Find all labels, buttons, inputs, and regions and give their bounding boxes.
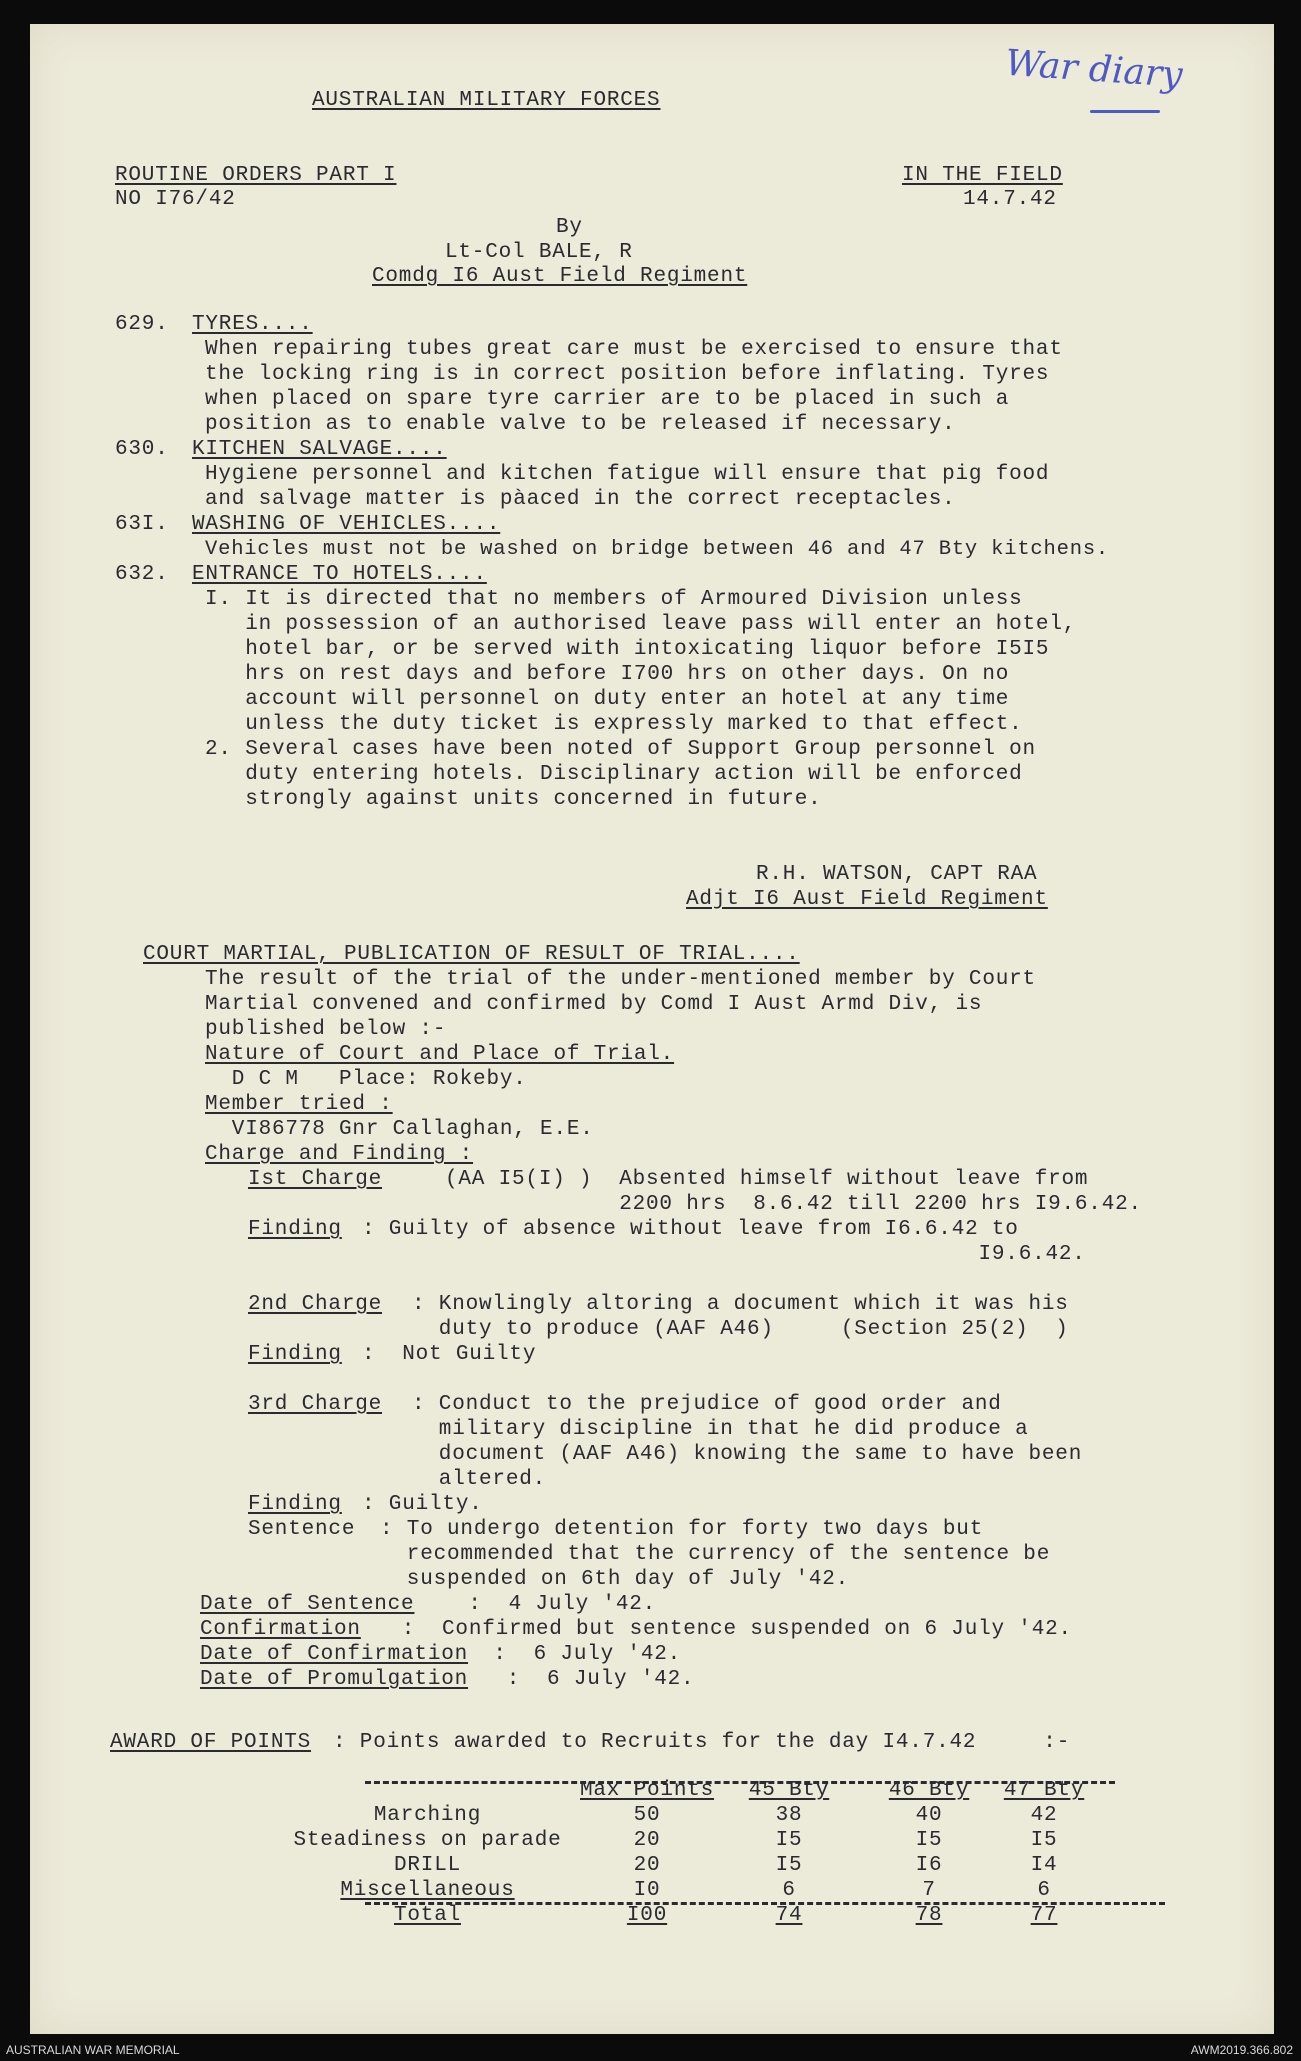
item-text-line: and salvage matter is pàaced in the correct receptacles. bbox=[205, 488, 956, 511]
member-value: VI86778 Gnr Callaghan, E.E. bbox=[205, 1118, 594, 1141]
item-text-line: hrs on rest days and before I700 hrs on other days. On no bbox=[205, 663, 1010, 686]
item-number: 630. bbox=[115, 438, 169, 461]
court-martial-intro: The result of the trial of the under-mentioned member by Court bbox=[205, 968, 1036, 991]
item-text-line: hotel bar, or be served with intoxicating liquor before I5I5 bbox=[205, 638, 1050, 661]
table-cell: 6 bbox=[782, 1879, 796, 1902]
item-text-line: duty entering hotels. Disciplinary action will be enforced bbox=[205, 763, 1023, 786]
date-row-value: : 4 July '42. bbox=[455, 1593, 657, 1616]
item-text-line: When repairing tubes great care must be exercised to ensure that bbox=[205, 338, 1063, 361]
table-cell: I4 bbox=[1030, 1854, 1058, 1877]
item-heading: ENTRANCE TO HOTELS.... bbox=[192, 563, 487, 586]
table-cell: I5 bbox=[775, 1829, 803, 1852]
item-text-line: 2. Several cases have been noted of Support Group personnel on bbox=[205, 738, 1036, 761]
item-text-line: strongly against units concerned in future. bbox=[205, 788, 822, 811]
table-header-cell: 47 Bty bbox=[1003, 1779, 1085, 1802]
table-row bbox=[275, 1828, 1094, 1853]
location: IN THE FIELD bbox=[902, 164, 1063, 187]
table-cell: I00 bbox=[626, 1904, 668, 1927]
table-cell: I0 bbox=[633, 1879, 661, 1902]
table-cell: 78 bbox=[915, 1904, 943, 1927]
finding-1-text: : Guilty of absence without leave from I6.6.42 to bbox=[362, 1218, 1019, 1241]
charge-3-label: 3rd Charge bbox=[248, 1393, 383, 1416]
charge-label: Charge and Finding : bbox=[205, 1143, 474, 1166]
charge-2-text: duty to produce (AAF A46) (Section 25(2) ) bbox=[412, 1318, 1069, 1341]
date-row-label: Confirmation bbox=[200, 1618, 361, 1641]
court-martial-intro: published below :- bbox=[205, 1018, 447, 1041]
signature-name: R.H. WATSON, CAPT RAA bbox=[756, 863, 1038, 886]
document-title: AUSTRALIAN MILITARY FORCES bbox=[312, 89, 661, 112]
table-cell: 50 bbox=[633, 1804, 661, 1827]
annotation-underline bbox=[1090, 110, 1160, 113]
sentence-text: suspended on 6th day of July '42. bbox=[380, 1568, 850, 1591]
table-cell: Steadiness on parade bbox=[293, 1829, 562, 1852]
footer-source: AUSTRALIAN WAR MEMORIAL bbox=[6, 2043, 180, 2057]
sentence-text: recommended that the currency of the sentence be bbox=[380, 1543, 1051, 1566]
table-cell: 6 bbox=[1037, 1879, 1051, 1902]
charge-3-text: altered. bbox=[412, 1468, 547, 1491]
award-text: : Points awarded to Recruits for the day I4.7.42 :- bbox=[333, 1731, 1071, 1754]
nature-value: D C M Place: Rokeby. bbox=[205, 1068, 527, 1091]
points-table bbox=[275, 1778, 1094, 1928]
table-cell: 42 bbox=[1030, 1804, 1058, 1827]
award-label: AWARD OF POINTS bbox=[110, 1731, 312, 1754]
handwritten-annotation: War diary bbox=[1003, 42, 1184, 97]
table-cell: Total bbox=[393, 1904, 461, 1927]
order-date: 14.7.42 bbox=[963, 188, 1057, 211]
table-header-row bbox=[275, 1778, 1094, 1803]
finding-2-label: Finding bbox=[248, 1343, 342, 1366]
court-martial-intro: Martial convened and confirmed by Comd I Aust Armd Div, is bbox=[205, 993, 983, 1016]
date-row-label: Date of Sentence bbox=[200, 1593, 415, 1616]
finding-3-label: Finding bbox=[248, 1493, 342, 1516]
item-heading: TYRES.... bbox=[192, 313, 313, 336]
finding-1-label: Finding bbox=[248, 1218, 342, 1241]
item-text-line: when placed on spare tyre carrier are to be placed in such a bbox=[205, 388, 1010, 411]
table-header-cell: 46 Bty bbox=[888, 1779, 970, 1802]
table-cell: Marching bbox=[373, 1804, 482, 1827]
table-total-row bbox=[275, 1903, 1094, 1928]
table-cell: I6 bbox=[915, 1854, 943, 1877]
table-cell: 77 bbox=[1030, 1904, 1058, 1927]
item-text-line: position as to enable valve to be released if necessary. bbox=[205, 413, 956, 436]
sentence-text: : To undergo detention for forty two days but bbox=[380, 1518, 984, 1541]
commanding-officer: Lt-Col BALE, R bbox=[445, 241, 633, 264]
charge-3-text: document (AAF A46) knowing the same to have been bbox=[412, 1443, 1083, 1466]
command-unit: Comdg I6 Aust Field Regiment bbox=[372, 265, 748, 288]
table-cell: 20 bbox=[633, 1829, 661, 1852]
charge-3-text: : Conduct to the prejudice of good order and bbox=[412, 1393, 1002, 1416]
court-martial-heading: COURT MARTIAL, PUBLICATION OF RESULT OF TRIAL.... bbox=[143, 943, 800, 966]
item-heading: WASHING OF VEHICLES.... bbox=[192, 513, 501, 536]
item-text-line: the locking ring is in correct position before inflating. Tyres bbox=[205, 363, 1050, 386]
nature-label: Nature of Court and Place of Trial. bbox=[205, 1043, 675, 1066]
charge-1-text: 2200 hrs 8.6.42 till 2200 hrs I9.6.42. bbox=[445, 1193, 1142, 1216]
item-number: 629. bbox=[115, 313, 169, 336]
table-cell: 74 bbox=[775, 1904, 803, 1927]
item-number: 632. bbox=[115, 563, 169, 586]
table-header-cell: 45 Bty bbox=[748, 1779, 830, 1802]
item-number: 63I. bbox=[115, 513, 169, 536]
table-cell: 7 bbox=[922, 1879, 936, 1902]
date-row-label: Date of Confirmation bbox=[200, 1643, 469, 1666]
table-row bbox=[275, 1878, 1094, 1903]
finding-1-text: I9.6.42. bbox=[362, 1243, 1086, 1266]
table-cell: Miscellaneous bbox=[340, 1879, 515, 1902]
charge-3-text: military discipline in that he did produce a bbox=[412, 1418, 1029, 1441]
item-text-line: unless the duty ticket is expressly marked to that effect. bbox=[205, 713, 1023, 736]
table-header-cell bbox=[275, 1778, 580, 1803]
item-text-line: Vehicles must not be washed on bridge between 46 and 47 Bty kitchens. bbox=[205, 538, 1110, 561]
charge-1-text: (AA I5(I) ) Absented himself without leave from bbox=[445, 1168, 1089, 1191]
table-cell: DRILL bbox=[393, 1854, 461, 1877]
charge-2-text: : Knowlingly altoring a document which it was his bbox=[412, 1293, 1069, 1316]
date-row-value: : Confirmed but sentence suspended on 6 July '42. bbox=[375, 1618, 1072, 1641]
finding-2-text: : Not Guilty bbox=[362, 1343, 537, 1366]
table-cell: 38 bbox=[775, 1804, 803, 1827]
member-label: Member tried : bbox=[205, 1093, 393, 1116]
by-line: By bbox=[556, 216, 583, 239]
charge-1-label: Ist Charge bbox=[248, 1168, 383, 1191]
footer-reference: AWM2019.366.802 bbox=[1190, 2043, 1293, 2057]
table-row bbox=[275, 1803, 1094, 1828]
item-text-line: Hygiene personnel and kitchen fatigue will ensure that pig food bbox=[205, 463, 1050, 486]
item-text-line: account will personnel on duty enter an hotel at any time bbox=[205, 688, 1010, 711]
item-text-line: in possession of an authorised leave pass will enter an hotel, bbox=[205, 613, 1077, 636]
table-cell: I5 bbox=[915, 1829, 943, 1852]
date-row-value: : 6 July '42. bbox=[480, 1643, 682, 1666]
item-text-line: I. It is directed that no members of Armoured Division unless bbox=[205, 588, 1023, 611]
table-cell: 40 bbox=[915, 1804, 943, 1827]
table-cell: I5 bbox=[1030, 1829, 1058, 1852]
date-row-value: : 6 July '42. bbox=[480, 1668, 695, 1691]
date-row-label: Date of Promulgation bbox=[200, 1668, 469, 1691]
table-cell: I5 bbox=[775, 1854, 803, 1877]
item-heading: KITCHEN SALVAGE.... bbox=[192, 438, 447, 461]
signature-title: Adjt I6 Aust Field Regiment bbox=[686, 888, 1048, 911]
table-header-cell: Max Points bbox=[580, 1779, 715, 1802]
orders-number: NO I76/42 bbox=[115, 188, 236, 211]
finding-3-text: : Guilty. bbox=[362, 1493, 483, 1516]
orders-title: ROUTINE ORDERS PART I bbox=[115, 164, 397, 187]
table-cell: 20 bbox=[633, 1854, 661, 1877]
charge-2-label: 2nd Charge bbox=[248, 1293, 383, 1316]
sentence-label: Sentence bbox=[248, 1518, 356, 1541]
table-row bbox=[275, 1853, 1094, 1878]
